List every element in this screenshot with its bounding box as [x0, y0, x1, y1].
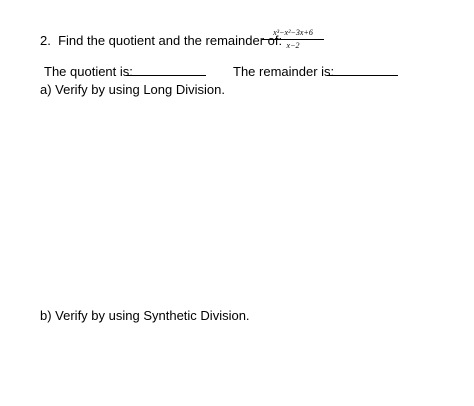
fraction-denominator: x−2	[286, 41, 300, 50]
question-number: 2.	[40, 33, 51, 48]
question-text: Find the quotient and the remainder of:	[58, 33, 283, 48]
rational-expression	[262, 28, 324, 51]
part-b-instruction: b) Verify by using Synthetic Division.	[40, 308, 250, 323]
fraction-numerator: x³−x²−3x+6	[273, 28, 313, 37]
fraction-bar	[262, 39, 324, 40]
quotient-label: The quotient is:	[44, 64, 133, 79]
quotient-answer-blank[interactable]	[126, 75, 206, 76]
question-prompt	[40, 33, 282, 48]
part-a-instruction: a) Verify by using Long Division.	[40, 82, 225, 97]
remainder-label: The remainder is:	[233, 64, 335, 79]
remainder-answer-blank[interactable]	[327, 75, 398, 76]
